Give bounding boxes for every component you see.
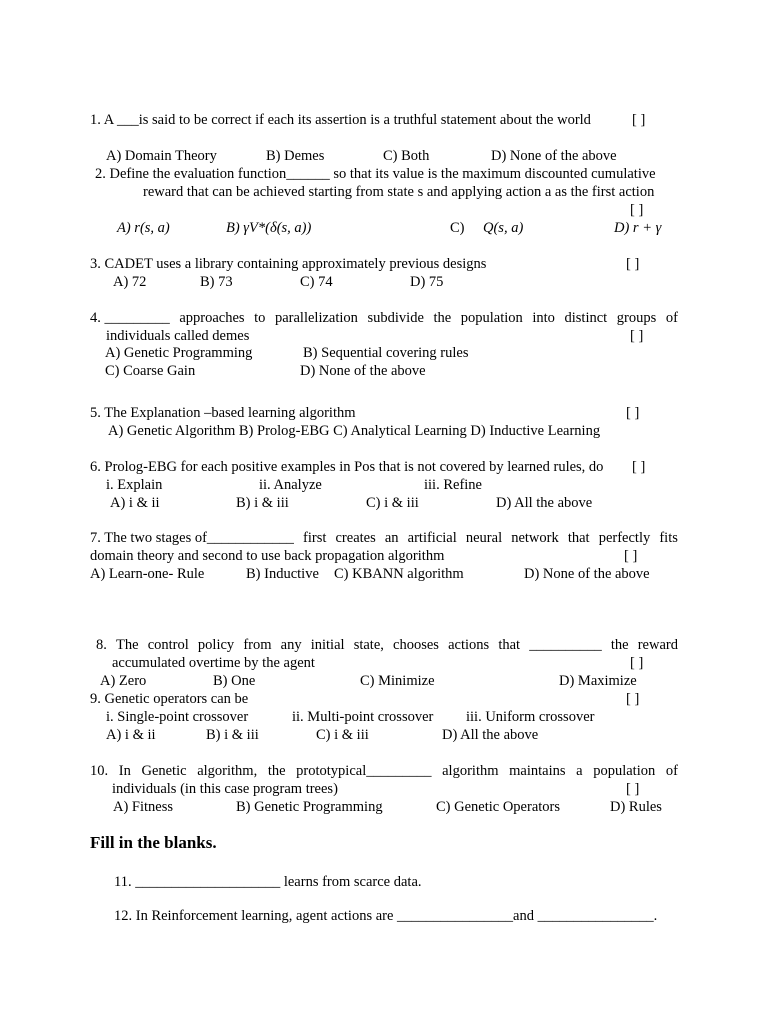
q6-option-d: D) All the above — [496, 495, 593, 511]
q3-option-c: C) 74 — [300, 274, 333, 290]
q9-step-3: iii. Uniform crossover — [466, 709, 595, 725]
q2-answer-bracket[interactable]: [ ] — [630, 202, 644, 218]
q5-text: 5. The Explanation –based learning algorithm — [90, 405, 356, 421]
q4-option-d: D) None of the above — [300, 363, 426, 379]
q9-text: 9. Genetic operators can be — [90, 691, 249, 707]
q3-option-b: B) 73 — [200, 274, 233, 290]
q8-answer-bracket[interactable]: [ ] — [630, 655, 644, 671]
q4-option-b: B) Sequential covering rules — [303, 345, 469, 361]
q6-step-2: ii. Analyze — [259, 477, 322, 493]
q2-option-c-label: C) — [450, 220, 465, 236]
q3-option-a: A) 72 — [113, 274, 147, 290]
q4-line-2: individuals called demes — [106, 328, 250, 344]
q8-option-c: C) Minimize — [360, 673, 435, 689]
q7-line-2: domain theory and second to use back propagation algorithm — [90, 548, 445, 564]
q7-line-1: 7. The two stages of____________ first creates an artificial neural network that perfectly fits — [90, 530, 678, 546]
q12-text: 12. In Reinforcement learning, agent actions are ________________and ________________. — [114, 908, 658, 924]
q1-option-b: B) Demes — [266, 148, 325, 164]
q3-option-d: D) 75 — [410, 274, 444, 290]
q10-line-2: individuals (in this case program trees) — [112, 781, 338, 797]
q1-option-a: A) Domain Theory — [106, 148, 217, 164]
q9-step-1: i. Single-point crossover — [106, 709, 249, 725]
q8-option-a: A) Zero — [100, 673, 147, 689]
q7-option-c: C) KBANN algorithm — [334, 566, 464, 582]
q2-option-a: A) r(s, a) — [117, 220, 170, 236]
q2-option-b: B) γV*(δ(s, a)) — [226, 220, 312, 236]
q8-line-2: accumulated overtime by the agent — [112, 655, 315, 671]
q2-line-2: reward that can be achieved starting from state s and applying action a as the first action — [143, 184, 655, 200]
q7-option-d: D) None of the above — [524, 566, 650, 582]
q4-answer-bracket[interactable]: [ ] — [630, 328, 644, 344]
q7-option-b: B) Inductive — [246, 566, 319, 582]
q6-option-c: C) i & iii — [366, 495, 419, 511]
q5-answer-bracket[interactable]: [ ] — [626, 405, 640, 421]
q6-text: 6. Prolog-EBG for each positive examples in Pos that is not covered by learned rules, do — [90, 459, 604, 475]
q9-step-2: ii. Multi-point crossover — [292, 709, 434, 725]
q3-text: 3. CADET uses a library containing approximately previous designs — [90, 256, 487, 272]
q4-line-1: 4. _________ approaches to parallelization subdivide the population into distinct groups of — [90, 310, 678, 326]
q10-option-a: A) Fitness — [113, 799, 174, 815]
q9-option-c: C) i & iii — [316, 727, 369, 743]
q2-option-c: Q(s, a) — [483, 220, 524, 236]
q9-option-b: B) i & iii — [206, 727, 259, 743]
q10-line-1: 10. In Genetic algorithm, the prototypical_________ algorithm maintains a population of — [90, 763, 678, 779]
q1-text: 1. A ___is said to be correct if each its assertion is a truthful statement about the world — [90, 112, 591, 128]
q1-answer-bracket[interactable]: [ ] — [632, 112, 646, 128]
q5-options: A) Genetic Algorithm B) Prolog-EBG C) Analytical Learning D) Inductive Learning — [108, 423, 601, 439]
q1-option-c: C) Both — [383, 148, 430, 164]
q3-answer-bracket[interactable]: [ ] — [626, 256, 640, 272]
q10-option-b: B) Genetic Programming — [236, 799, 383, 815]
q6-step-3: iii. Refine — [424, 477, 482, 493]
q2-line-1: 2. Define the evaluation function______ so that its value is the maximum discounted cumulative — [95, 166, 656, 182]
q11-text: 11. ____________________ learns from scarce data. — [114, 874, 422, 890]
q7-answer-bracket[interactable]: [ ] — [624, 548, 638, 564]
q10-option-d: D) Rules — [610, 799, 662, 815]
q8-option-d: D) Maximize — [559, 673, 637, 689]
q1-option-d: D) None of the above — [491, 148, 617, 164]
q6-option-b: B) i & iii — [236, 495, 289, 511]
q9-option-a: A) i & ii — [106, 727, 156, 743]
q8-line-1: 8. The control policy from any initial state, chooses actions that __________ the reward — [96, 637, 678, 653]
q6-step-1: i. Explain — [106, 477, 163, 493]
q10-option-c: C) Genetic Operators — [436, 799, 561, 815]
q6-answer-bracket[interactable]: [ ] — [632, 459, 646, 475]
section-heading: Fill in the blanks. — [90, 833, 217, 852]
q8-option-b: B) One — [213, 673, 256, 689]
q4-option-a: A) Genetic Programming — [105, 345, 253, 361]
q4-option-c: C) Coarse Gain — [105, 363, 196, 379]
q2-option-d: D) r + γ — [614, 220, 662, 236]
q10-answer-bracket[interactable]: [ ] — [626, 781, 640, 797]
q9-answer-bracket[interactable]: [ ] — [626, 691, 640, 707]
q7-option-a: A) Learn-one- Rule — [90, 566, 205, 582]
q6-option-a: A) i & ii — [110, 495, 160, 511]
q9-option-d: D) All the above — [442, 727, 539, 743]
